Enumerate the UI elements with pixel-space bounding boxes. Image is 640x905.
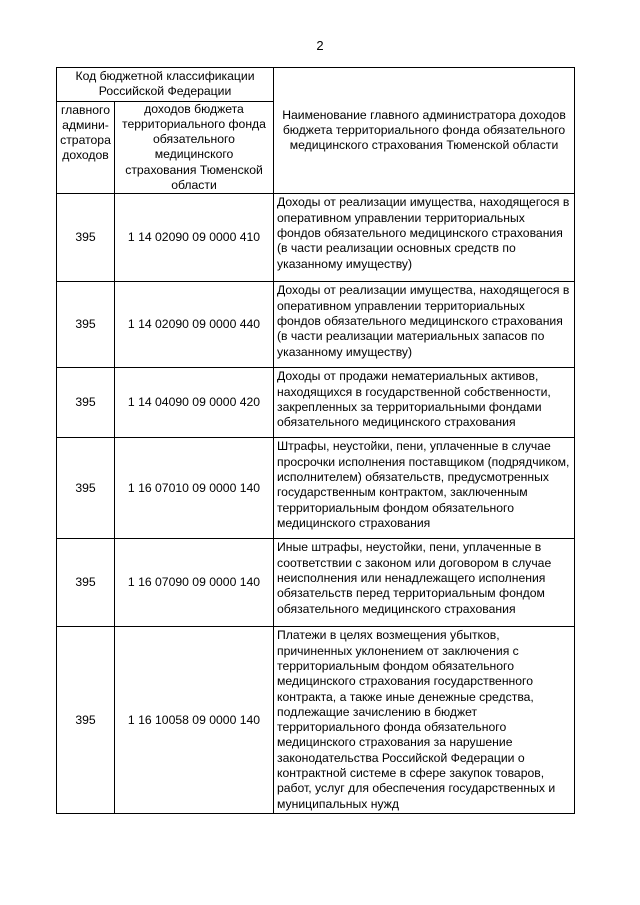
- table-header-row: [57, 68, 575, 102]
- table-row: [57, 539, 575, 627]
- income-code-cell: 1 14 02090 09 0000 410: [115, 194, 274, 282]
- income-name-cell: Штрафы, неустойки, пени, уплаченные в случае просрочки исполнения поставщиком (подрядчиком, исполнителем) обязательств, предусмотренных государственным контрактом, заключенным территориальным фондом обязательного медицинского страхования: [274, 438, 575, 539]
- income-code-cell: 1 16 10058 09 0000 140: [115, 627, 274, 814]
- header-admin-code: главного админи-стратора доходов: [57, 101, 115, 194]
- admin-code-cell: 395: [57, 282, 115, 368]
- admin-code-cell: 395: [57, 194, 115, 282]
- page-number: 2: [316, 38, 324, 53]
- admin-code-cell: 395: [57, 438, 115, 539]
- admin-code-cell: 395: [57, 627, 115, 814]
- admin-code-cell: 395: [57, 368, 115, 438]
- budget-classification-table: [56, 67, 575, 814]
- income-name-cell: Доходы от продажи нематериальных активов, находящихся в государственной собственности, закрепленных за территориальными фондами обязательного медицинского страхования: [274, 368, 575, 438]
- table-row: [57, 194, 575, 282]
- income-code-cell: 1 14 04090 09 0000 420: [115, 368, 274, 438]
- income-name-cell: Доходы от реализации имущества, находящегося в оперативном управлении территориальных фондов обязательного медицинского страхования (в части реализации материальных запасов по указанному имуществу): [274, 282, 575, 368]
- income-name-cell: Платежи в целях возмещения убытков, причиненных уклонением от заключения с территориальным фондом обязательного медицинского страхования государственного контракта, а также иные денежные средства, подлежащие зачислению в бюджет территориального фонда обязательного медицинского страхования за нарушение законодательства Российской Федерации о контрактной системе в сфере закупок товаров, работ, услуг для обеспечения государственных и муниципальных нужд: [274, 627, 575, 814]
- income-name-cell: Доходы от реализации имущества, находящегося в оперативном управлении территориальных фондов обязательного медицинского страхования (в части реализации основных средств по указанному имуществу): [274, 194, 575, 282]
- income-name-cell: Иные штрафы, неустойки, пени, уплаченные в соответствии с законом или договором в случае неисполнения или ненадлежащего исполнения обязательств перед территориальным фондом обязательного медицинского страхования: [274, 539, 575, 627]
- header-classification-code: Код бюджетной классификации Российской Федерации: [57, 68, 274, 102]
- table-row: [57, 438, 575, 539]
- table-row: [57, 282, 575, 368]
- header-admin-name: Наименование главного администратора доходов бюджета территориального фонда обязательного медицинского страхования Тюменской области: [274, 68, 575, 194]
- income-code-cell: 1 16 07090 09 0000 140: [115, 539, 274, 627]
- table-row: [57, 368, 575, 438]
- table-row: [57, 627, 575, 814]
- header-income-code: доходов бюджета территориального фонда обязательного медицинского страхования Тюменской области: [115, 101, 274, 194]
- income-code-cell: 1 14 02090 09 0000 440: [115, 282, 274, 368]
- admin-code-cell: 395: [57, 539, 115, 627]
- income-code-cell: 1 16 07010 09 0000 140: [115, 438, 274, 539]
